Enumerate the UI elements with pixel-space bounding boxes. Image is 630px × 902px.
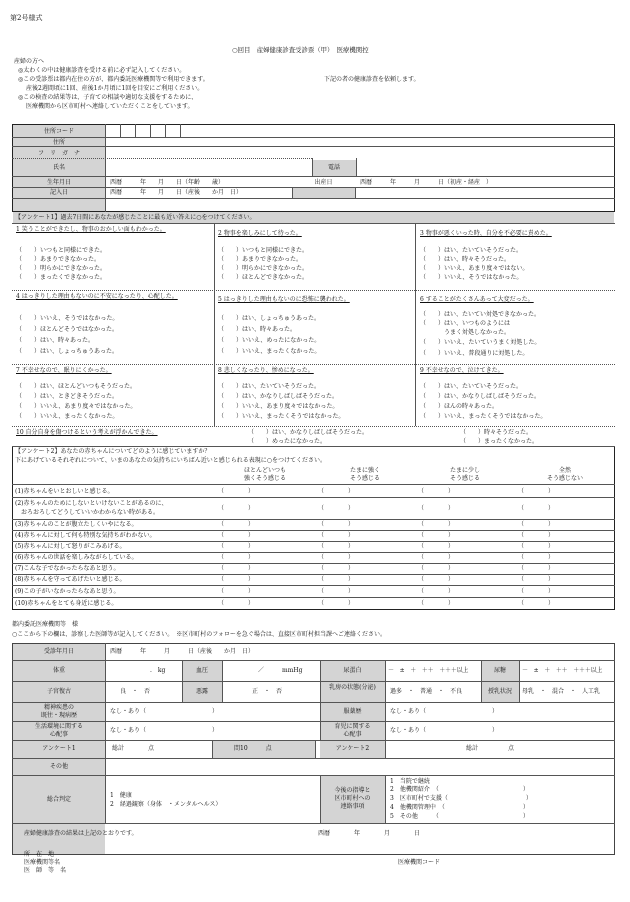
q2-answer-cell[interactable]: （ ） (518, 521, 555, 528)
q1-question: 5 はっきりした理由もないのに恐怖に襲われた。 (218, 296, 350, 303)
label-urine-protein: 尿蛋白 (343, 667, 362, 674)
q2-answer-cell[interactable]: （ ） (318, 588, 355, 595)
label-delivery-date: 出産日 (314, 179, 333, 186)
q2-row-label: (8)赤ちゃんを守ってあげたいと感じる。 (15, 576, 126, 583)
q1-option[interactable]: （ ）はい、時々あった。 (16, 337, 94, 344)
guidance-option[interactable]: 1 当院で継続 (390, 778, 430, 785)
feeding-value[interactable]: 母乳 ・ 混合 ・ 人工乳 (522, 688, 601, 695)
guidance-option[interactable]: 5 その他 （ ） (390, 813, 529, 820)
q1-option[interactable]: （ ）はい、ときどきそうだった。 (16, 393, 119, 400)
guidance-option[interactable]: 2 他機関紹介 （ ） (390, 786, 529, 793)
label-institution-name: 医療機関等名 (24, 859, 61, 866)
label-furigana: フ リ ガ ナ (37, 150, 80, 157)
q2-answer-cell[interactable]: （ ） (218, 488, 255, 495)
intro-request: 下記の者の健康診査を依頼します。 (324, 76, 420, 83)
name-input[interactable] (106, 147, 311, 175)
q2-answer-cell[interactable]: （ ） (318, 565, 355, 572)
q1-option[interactable]: うまく対処しなかった。 (420, 329, 511, 336)
q1-option[interactable]: （ ）あまりできなかった。 (16, 256, 101, 263)
q1-option[interactable]: （ ）いいえ、そうではなかった。 (16, 315, 119, 322)
q2-col-label: そう感じない (546, 475, 583, 482)
q1-question: 7 不幸せなので、眠りにくかった。 (16, 367, 112, 374)
psych-value[interactable]: なし・あり（ ） (110, 708, 219, 715)
q2-answer-cell[interactable]: （ ） (218, 505, 255, 512)
label-guidance: 区市町村への (334, 795, 371, 802)
form-number: 第2号様式 (10, 14, 43, 22)
label-doctor-name: 医 師 等 名 (24, 867, 67, 874)
q2-answer-cell[interactable]: （ ） (318, 532, 355, 539)
intro-line: ◎この受診票は都内在住の方が、都内委託医療機関等で利用できます。 (18, 76, 209, 83)
label-uterus: 子宮復古 (46, 688, 71, 695)
q1-option[interactable]: （ ）いいえ、たいていうまく対処した。 (420, 339, 541, 346)
q2-row-label: (2)赤ちゃんのためにしないといけないことがあるのに、 (15, 500, 168, 507)
q2-answer-cell[interactable]: （ ） (318, 554, 355, 561)
q1-option[interactable]: （ ）はい、ほとんどいつもそうだった。 (16, 383, 137, 390)
q2-answer-cell[interactable]: （ ） (518, 543, 555, 550)
q1-option[interactable]: （ ）いいえ、あまり度々ではない。 (420, 265, 529, 272)
address-input[interactable] (106, 138, 614, 146)
q2-answer-cell[interactable]: （ ） (518, 505, 555, 512)
q1-option[interactable]: （ ）時々そうだった。 (460, 429, 533, 436)
judgement-option[interactable]: 2 経過観察（身体 ・メンタルヘルス） (110, 801, 222, 808)
q2-col-label: ほとんどいつも (243, 467, 286, 474)
delivery-date-value[interactable]: 西暦 年 月 日（初産・経産 ） (360, 179, 493, 186)
label-psych: 既往・現病歴 (40, 712, 77, 719)
q2-col-label: 全然 (558, 467, 571, 474)
intro-line: ◎この検査の結果等は、子育ての相談や適切な支援をするために、 (18, 94, 198, 101)
q2-col-label: たまに少し (449, 467, 480, 474)
q2-answer-cell[interactable]: （ ） (318, 600, 355, 607)
q2-answer-cell[interactable]: （ ） (318, 543, 355, 550)
label-phone: 電話 (327, 164, 340, 171)
meds-value[interactable]: なし・あり（ ） (390, 708, 499, 715)
q1-option[interactable]: （ ）はい、しょっちゅうあった。 (218, 315, 320, 322)
label-life-env: 心配事 (49, 731, 68, 738)
label-address: 住所 (52, 139, 65, 146)
label-entry-date: 記入日 (49, 189, 68, 196)
q2-row-label: (4)赤ちゃんに対して何も特別な気持ちがわかない。 (15, 532, 156, 539)
guidance-option[interactable]: 4 他機関管理中 （ ） (390, 804, 529, 811)
q1-question: 10 自分自身を傷つけるという考えが浮かんできた。 (16, 429, 158, 436)
q2-col-label: 強くそう感じる (243, 475, 286, 482)
q1-option[interactable]: （ ）いいえ、あまり度々ではなかった。 (16, 403, 137, 410)
q1-option[interactable]: （ ）いいえ、まったくそうではなかった。 (420, 413, 547, 420)
breast-value[interactable]: 過多 ・ 普通 ・ 不良 (390, 688, 463, 695)
life-env-value[interactable]: なし・あり（ ） (110, 727, 219, 734)
label-dob: 生年月日 (46, 179, 71, 186)
weight-value[interactable]: . kg (150, 667, 166, 674)
label-lochia: 悪露 (195, 688, 208, 695)
q2-answer-cell[interactable]: （ ） (518, 554, 555, 561)
label-institution-code: 医療機関コード (398, 859, 441, 866)
q1-question: 8 悲しくなったり、惨めになった。 (218, 367, 314, 374)
q1-option[interactable]: （ ）明らかにできなかった。 (218, 265, 309, 272)
label-urine-sugar: 尿糖 (493, 667, 506, 674)
childcare-value[interactable]: なし・あり（ ） (390, 727, 499, 734)
label-institution-address: 所 在 地 (24, 851, 55, 858)
q2-answer-cell[interactable]: （ ） (318, 488, 355, 495)
label-feeding: 授乳状況 (487, 688, 512, 695)
q1-option[interactable]: （ ）ほとんどそうではなかった。 (16, 326, 119, 333)
q1-option[interactable]: （ ）あまりできなかった。 (218, 256, 303, 263)
label-guidance: 今後の指導と (334, 787, 371, 794)
judgement-option[interactable]: 1 健康 (110, 792, 132, 799)
survey2-total[interactable]: 総計 点 (466, 745, 515, 752)
q1-option[interactable]: （ ）はい、しょっちゅうあった。 (16, 348, 118, 355)
label-childcare: 心配事 (343, 731, 362, 738)
q1-question: 9 不幸せなので、泣けてきた。 (420, 367, 504, 374)
q1-option[interactable]: （ ）いいえ、あまり度々ではなかった。 (218, 403, 339, 410)
q2-answer-cell[interactable]: （ ） (518, 488, 555, 495)
q2-row-label: (1)赤ちゃんをいとおしいと感じる。 (15, 488, 114, 495)
other-input[interactable] (106, 759, 614, 774)
q2-answer-cell[interactable]: （ ） (518, 600, 555, 607)
q2-answer-cell[interactable]: （ ） (518, 576, 555, 583)
q2-answer-cell[interactable]: （ ） (418, 588, 455, 595)
q2-answer-cell[interactable]: （ ） (218, 554, 255, 561)
q1-option[interactable]: （ ）まったくなかった。 (460, 438, 539, 445)
q1-option[interactable]: （ ）いいえ、まったくなかった。 (218, 348, 321, 355)
intro-to: 産婦の方へ (14, 58, 45, 65)
result-date[interactable]: 西暦 年 月 日 (318, 830, 421, 837)
label-exam-date: 受診年月日 (43, 648, 74, 655)
q2-col-label: たまに強く (349, 467, 380, 474)
lochia-value[interactable]: 正 ・ 否 (252, 688, 283, 695)
doctor-header-to: 都内委託医療機関等 様 (12, 621, 79, 628)
q2-answer-cell[interactable]: （ ） (518, 532, 555, 539)
q1-option[interactable]: （ ）はい、たいていそうだった。 (420, 383, 523, 390)
result-statement: 産婦健康診査の結果は上記のとおりです。 (24, 830, 138, 837)
q2-col-label: そう感じる (349, 475, 380, 482)
intro-line: ◎太わくの中は健康診査を受ける前に必ず記入してください。 (18, 67, 186, 74)
label-childcare: 育児に関する (334, 723, 371, 730)
q2-answer-cell[interactable]: （ ） (218, 532, 255, 539)
q2-answer-cell[interactable]: （ ） (418, 488, 455, 495)
q2-header: 【アンケート2】あなたの赤ちゃんについてどのように感じていますか？ (15, 448, 211, 455)
exam-date-value[interactable]: 西暦 年 月 日（産後 か月 日） (110, 648, 255, 655)
q2-answer-cell[interactable]: （ ） (418, 600, 455, 607)
survey1-q10[interactable]: 問10 点 (234, 745, 272, 752)
q1-question: 3 物事が悪くいった時、自分を不必要に責めた。 (420, 230, 552, 237)
q1-option[interactable]: （ ）はい、たいていそうだった。 (218, 383, 321, 390)
q2-row-label: (7)こんな子でなかったらなあと思う。 (15, 565, 120, 572)
q1-option[interactable]: （ ）はい、かなりしばしばそうだった。 (218, 393, 339, 400)
q1-option[interactable]: （ ）めったになかった。 (248, 438, 326, 445)
q2-answer-cell[interactable]: （ ） (218, 600, 255, 607)
phone-input[interactable] (357, 159, 614, 175)
intro-line: 医療機関から区市町村へ連絡していただくことをしています。 (26, 103, 194, 110)
label-name: 氏名 (52, 164, 65, 171)
q1-option[interactable]: （ ）まったくできなかった。 (16, 274, 107, 281)
q2-answer-cell[interactable]: （ ） (418, 554, 455, 561)
form-title: ○回目 産婦健康診査受診票（甲） 医療機関控 (232, 46, 369, 54)
q2-row-label: (3)赤ちゃんのことが腹立たしくいやになる。 (15, 521, 138, 528)
label-bp: 血圧 (195, 667, 208, 674)
q1-option[interactable]: （ ）明らかにできなかった。 (16, 265, 107, 272)
q1-option[interactable]: （ ）はい、たいていそうだった。 (420, 247, 523, 254)
q1-option[interactable]: （ ）いつもと同様にできた。 (16, 247, 107, 254)
q2-answer-cell[interactable]: （ ） (418, 521, 455, 528)
label-survey1: アンケート1 (42, 745, 76, 752)
q1-option[interactable]: （ ）いいえ、まったくそうではなかった。 (218, 413, 345, 420)
q2-answer-cell[interactable]: （ ） (418, 543, 455, 550)
q2-answer-cell[interactable]: （ ） (218, 565, 255, 572)
survey1-total[interactable]: 総計 点 (112, 745, 155, 752)
q2-answer-cell[interactable]: （ ） (218, 521, 255, 528)
q1-question: 6 することがたくさんあって大変だった。 (420, 296, 534, 303)
bp-value[interactable]: ／ mmHg (258, 667, 303, 674)
q1-header: 【アンケート1】過去7日間にあなたが感じたことに最も近い答えに○をつけてください。 (15, 214, 256, 221)
q1-option[interactable]: （ ）はい、かなりしばしばそうだった。 (420, 393, 541, 400)
q1-question: 2 物事を楽しみにして待った。 (218, 230, 302, 237)
label-addr-code: 住所コード (43, 128, 74, 135)
q1-option[interactable]: （ ）いいえ、まったくなかった。 (16, 413, 119, 420)
uterus-value[interactable]: 良 ・ 否 (120, 688, 151, 695)
label-other: その他 (49, 763, 68, 770)
q2-answer-cell[interactable]: （ ） (518, 565, 555, 572)
q2-answer-cell[interactable]: （ ） (418, 576, 455, 583)
q2-answer-cell[interactable]: （ ） (218, 588, 255, 595)
q2-answer-cell[interactable]: （ ） (218, 576, 255, 583)
q2-answer-cell[interactable]: （ ） (418, 505, 455, 512)
q2-answer-cell[interactable]: （ ） (318, 576, 355, 583)
addr-code-input[interactable] (106, 125, 181, 136)
label-guidance: 連絡事項 (340, 803, 365, 810)
q2-answer-cell[interactable]: （ ） (418, 532, 455, 539)
entry-date-value[interactable]: 西暦 年 月 日（産後 か月 日） (110, 189, 243, 196)
q1-option[interactable]: （ ）ほんの時々あった。 (420, 403, 498, 410)
intro-line: 産後2週間頃に1回、産後1か月頃に1回を目安にご利用ください。 (26, 85, 204, 92)
q2-row-label: (10)赤ちゃんをとても身近に感じる。 (15, 600, 118, 607)
q2-row-label: (9)この子がいなかったらなあと思う。 (15, 588, 120, 595)
dob-value[interactable]: 西暦 年 月 日（年齢 歳） (110, 179, 225, 186)
q2-answer-cell[interactable]: （ ） (218, 543, 255, 550)
label-meds: 服薬歴 (343, 708, 362, 715)
q1-option[interactable]: （ ）ほとんどできなかった。 (218, 274, 309, 281)
label-survey2: アンケート2 (335, 745, 370, 752)
q1-option[interactable]: （ ）いいえ、めったになかった。 (218, 337, 321, 344)
q1-question: 1 笑うことができたし、物事のおかしい面もわかった。 (16, 226, 166, 233)
q1-option[interactable]: （ ）いいえ、そうではなかった。 (420, 274, 523, 281)
q2-answer-cell[interactable]: （ ） (418, 565, 455, 572)
label-judgement: 総合判定 (46, 796, 71, 803)
urine-sugar-scale[interactable]: － ± ＋ ＋＋ ＋＋＋以上 (522, 667, 603, 674)
q2-row-label: おろおろしてどうしていいかわからない時がある。 (15, 509, 160, 516)
q2-col-label: そう感じる (449, 475, 480, 482)
q2-answer-cell[interactable]: （ ） (318, 521, 355, 528)
doctor-header-note: ○ここから下の欄は、診察した医師等が記入してください。 ※区市町村のフォローを急ぐ場合は、直接区市町村担当課へご連絡ください。 (12, 631, 386, 638)
q1-option[interactable]: （ ）はい、いつものようには (420, 320, 511, 327)
q1-option[interactable]: （ ）はい、時々そうだった。 (420, 256, 511, 263)
q1-option[interactable]: （ ）いいえ、普段通りに対処した。 (420, 350, 529, 357)
q2-row-label: (5)赤ちゃんに対して怒りがこみあげる。 (15, 543, 126, 550)
guidance-option[interactable]: 3 区市町村で支援（ ） (390, 795, 532, 802)
label-life-env: 生活環境に関する (34, 723, 83, 730)
label-psych: 精神疾患の (43, 704, 74, 711)
q2-answer-cell[interactable]: （ ） (518, 588, 555, 595)
q2-subheader: 下にあげているそれぞれについて、いまのあなたの気持ちにいちばん近いと感じられる表現に○をつけてください。 (15, 457, 326, 464)
q1-option[interactable]: （ ）はい、たいてい対処できなかった。 (420, 311, 541, 318)
urine-protein-scale[interactable]: － ± ＋ ＋＋ ＋＋＋以上 (388, 667, 469, 674)
q2-row-label: (6)赤ちゃんの世話を楽しみながらしている。 (15, 554, 138, 561)
label-weight: 体重 (52, 667, 65, 674)
q1-question: 4 はっきりした理由もないのに不安になったり、心配した。 (16, 293, 178, 300)
q2-answer-cell[interactable]: （ ） (318, 505, 355, 512)
label-breast: 乳房の状態(分泌) (329, 684, 376, 691)
q1-option[interactable]: （ ）はい、かなりしばしばそうだった。 (248, 429, 369, 436)
q1-option[interactable]: （ ）はい、時々あった。 (218, 326, 296, 333)
q1-option[interactable]: （ ）いつもと同様にできた。 (218, 247, 309, 254)
